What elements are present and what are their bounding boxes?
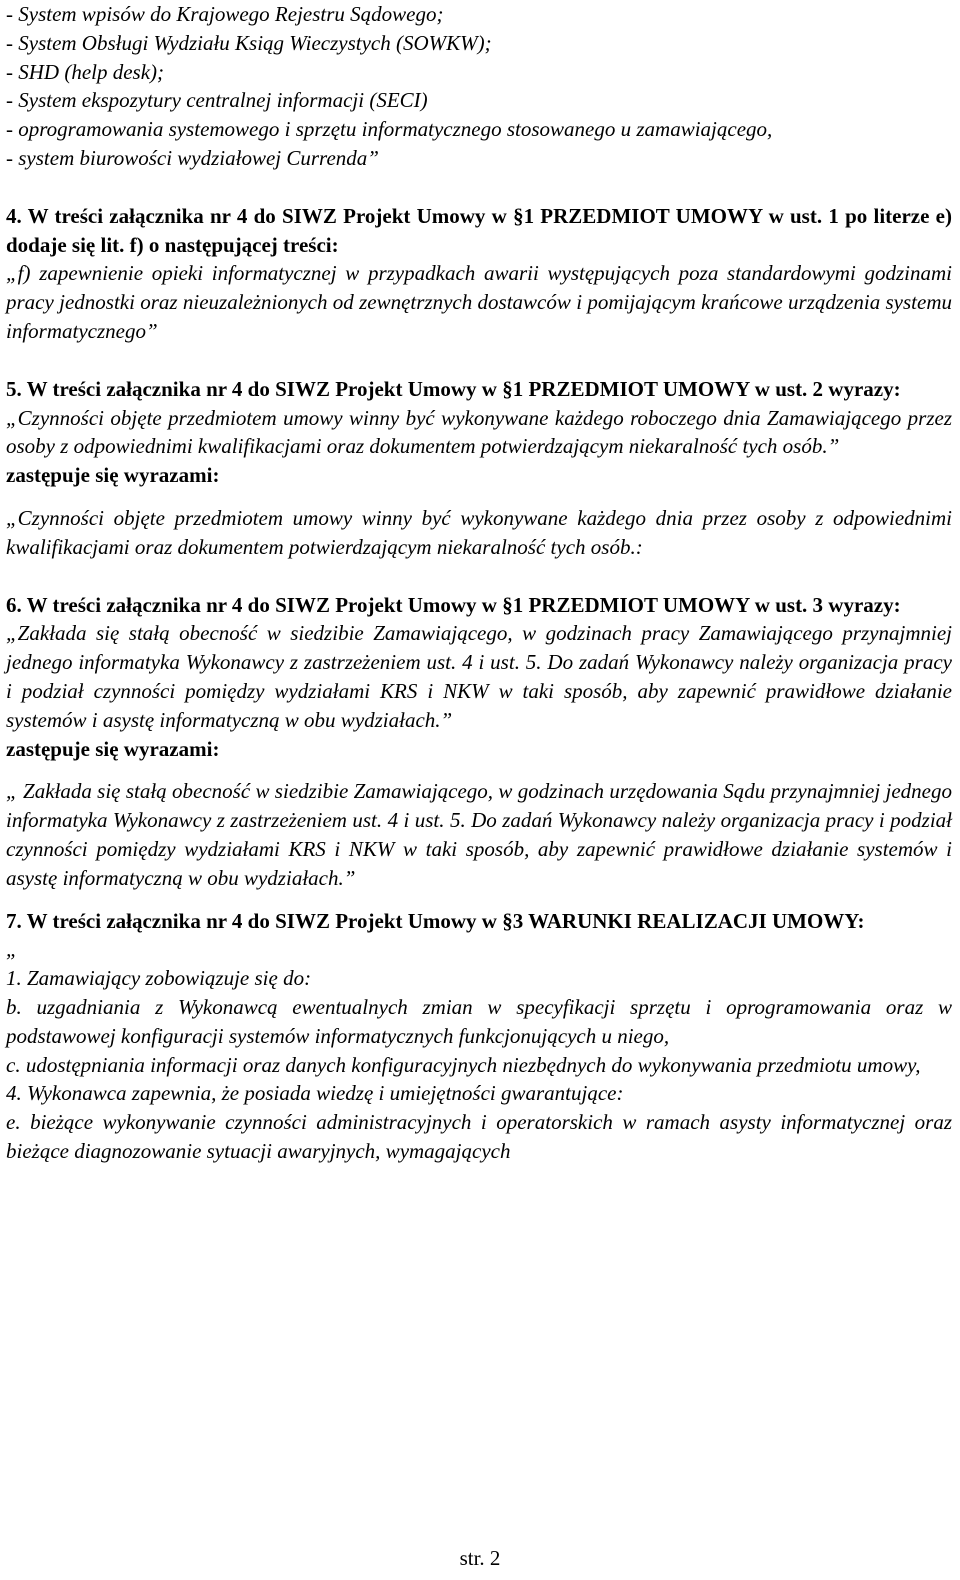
section-4 bbox=[6, 202, 952, 346]
section-7-quote-open: „ bbox=[6, 937, 18, 962]
section-7-item-b: b. uzgadniania z Wykonawcą ewentualnych zmian w specyfikacji sprzętu i oprogramowania oraz w podstawowej konfiguracji systemów informatycznych funkcjonujących u niego, bbox=[6, 994, 952, 1048]
list-item: - System Obsługi Wydziału Ksiąg Wieczystych (SOWKW); bbox=[6, 30, 492, 55]
section-6-replace-label: zastępuje się wyrazami: bbox=[6, 736, 220, 761]
list-item: - system biurowości wydziałowej Currenda” bbox=[6, 145, 379, 170]
section-6-old-text: „Zakłada się stałą obecność w siedzibie Zamawiającego, w godzinach pracy Zamawiającego przynajmniej jednego informatyka Wykonawcy z zastrzeżeniem ust. 4 i ust. 5. Do zadań Wykonawcy należy organizacja pracy i podział czynności pomiędzy wydziałami KRS i NKW w taki sposób, aby zapewnić prawidłowe działanie systemów i asystę informatyczną w obu wydziałach.” bbox=[6, 621, 952, 732]
section-7-item-c: c. udostępniania informacji oraz danych konfiguracyjnych niezbędnych do wykonywania przedmiotu umowy, bbox=[6, 1052, 921, 1077]
section-7-heading: 7. W treści załącznika nr 4 do SIWZ Projekt Umowy w §3 WARUNKI REALIZACJI UMOWY: bbox=[6, 908, 865, 933]
page-number: str. 2 bbox=[459, 1546, 501, 1570]
section-7-item-1: 1. Zamawiający zobowiązuje się do: bbox=[6, 966, 312, 991]
section-5-old-text: „Czynności objęte przedmiotem umowy winny być wykonywane każdego roboczego dnia Zamawiającego przez osoby z odpowiednimi kwalifikacjami oraz dokumentem potwierdzającym niekaralność tych osób.” bbox=[6, 405, 952, 459]
section-5-new-text: „Czynności objęte przedmiotem umowy winny być wykonywane każdego dnia przez osoby z odpowiednimi kwalifikacjami oraz dokumentem potwierdzającym niekaralność tych osób.: bbox=[6, 505, 952, 559]
section-4-text: „f) zapewnienie opieki informatycznej w przypadkach awarii występujących poza standardowymi godzinami pracy jednostki oraz nieuzależnionych od zewnętrznych dostawców i pomijającym krańcowe urządzenia systemu informatycznego” bbox=[6, 261, 952, 343]
section-4-heading: 4. W treści załącznika nr 4 do SIWZ Projekt Umowy w §1 PRZEDMIOT UMOWY w ust. 1 po literze e) dodaje się lit. f) o następującej treści: bbox=[6, 203, 952, 257]
section-5-replace-label: zastępuje się wyrazami: bbox=[6, 463, 220, 488]
section-5 bbox=[6, 375, 952, 562]
systems-list bbox=[6, 0, 952, 173]
list-item: - oprogramowania systemowego i sprzętu informatycznego stosowanego u zamawiającego, bbox=[6, 117, 773, 142]
section-5-heading: 5. W treści załącznika nr 4 do SIWZ Projekt Umowy w §1 PRZEDMIOT UMOWY w ust. 2 wyrazy: bbox=[6, 376, 901, 401]
section-6-new-text: „ Zakłada się stałą obecność w siedzibie Zamawiającego, w godzinach urzędowania Sądu przynajmniej jednego informatyka Wykonawcy z zastrzeżeniem ust. 4 i ust. 5. Do zadań Wykonawcy należy organizacja pracy i podział czynności pomiędzy wydziałami KRS i NKW w taki sposób, aby zapewnić prawidłowe działanie systemów i asystę informatyczną w obu wydziałach.” bbox=[6, 779, 952, 890]
section-7 bbox=[6, 907, 952, 1166]
section-7-item-4: 4. Wykonawca zapewnia, że posiada wiedzę i umiejętności gwarantujące: bbox=[6, 1081, 624, 1106]
document-page bbox=[6, 0, 952, 1166]
section-6 bbox=[6, 591, 952, 893]
section-7-item-e: e. bieżące wykonywanie czynności administracyjnych i operatorskich w ramach asysty informatycznej oraz bieżące diagnozowanie sytuacji awaryjnych, wymagających bbox=[6, 1110, 952, 1163]
list-item: - System ekspozytury centralnej informacji (SECI) bbox=[6, 88, 428, 113]
list-item: - SHD (help desk); bbox=[6, 59, 165, 84]
list-item: - System wpisów do Krajowego Rejestru Sądowego; bbox=[6, 2, 444, 26]
section-6-heading: 6. W treści załącznika nr 4 do SIWZ Projekt Umowy w §1 PRZEDMIOT UMOWY w ust. 3 wyrazy: bbox=[6, 592, 901, 617]
